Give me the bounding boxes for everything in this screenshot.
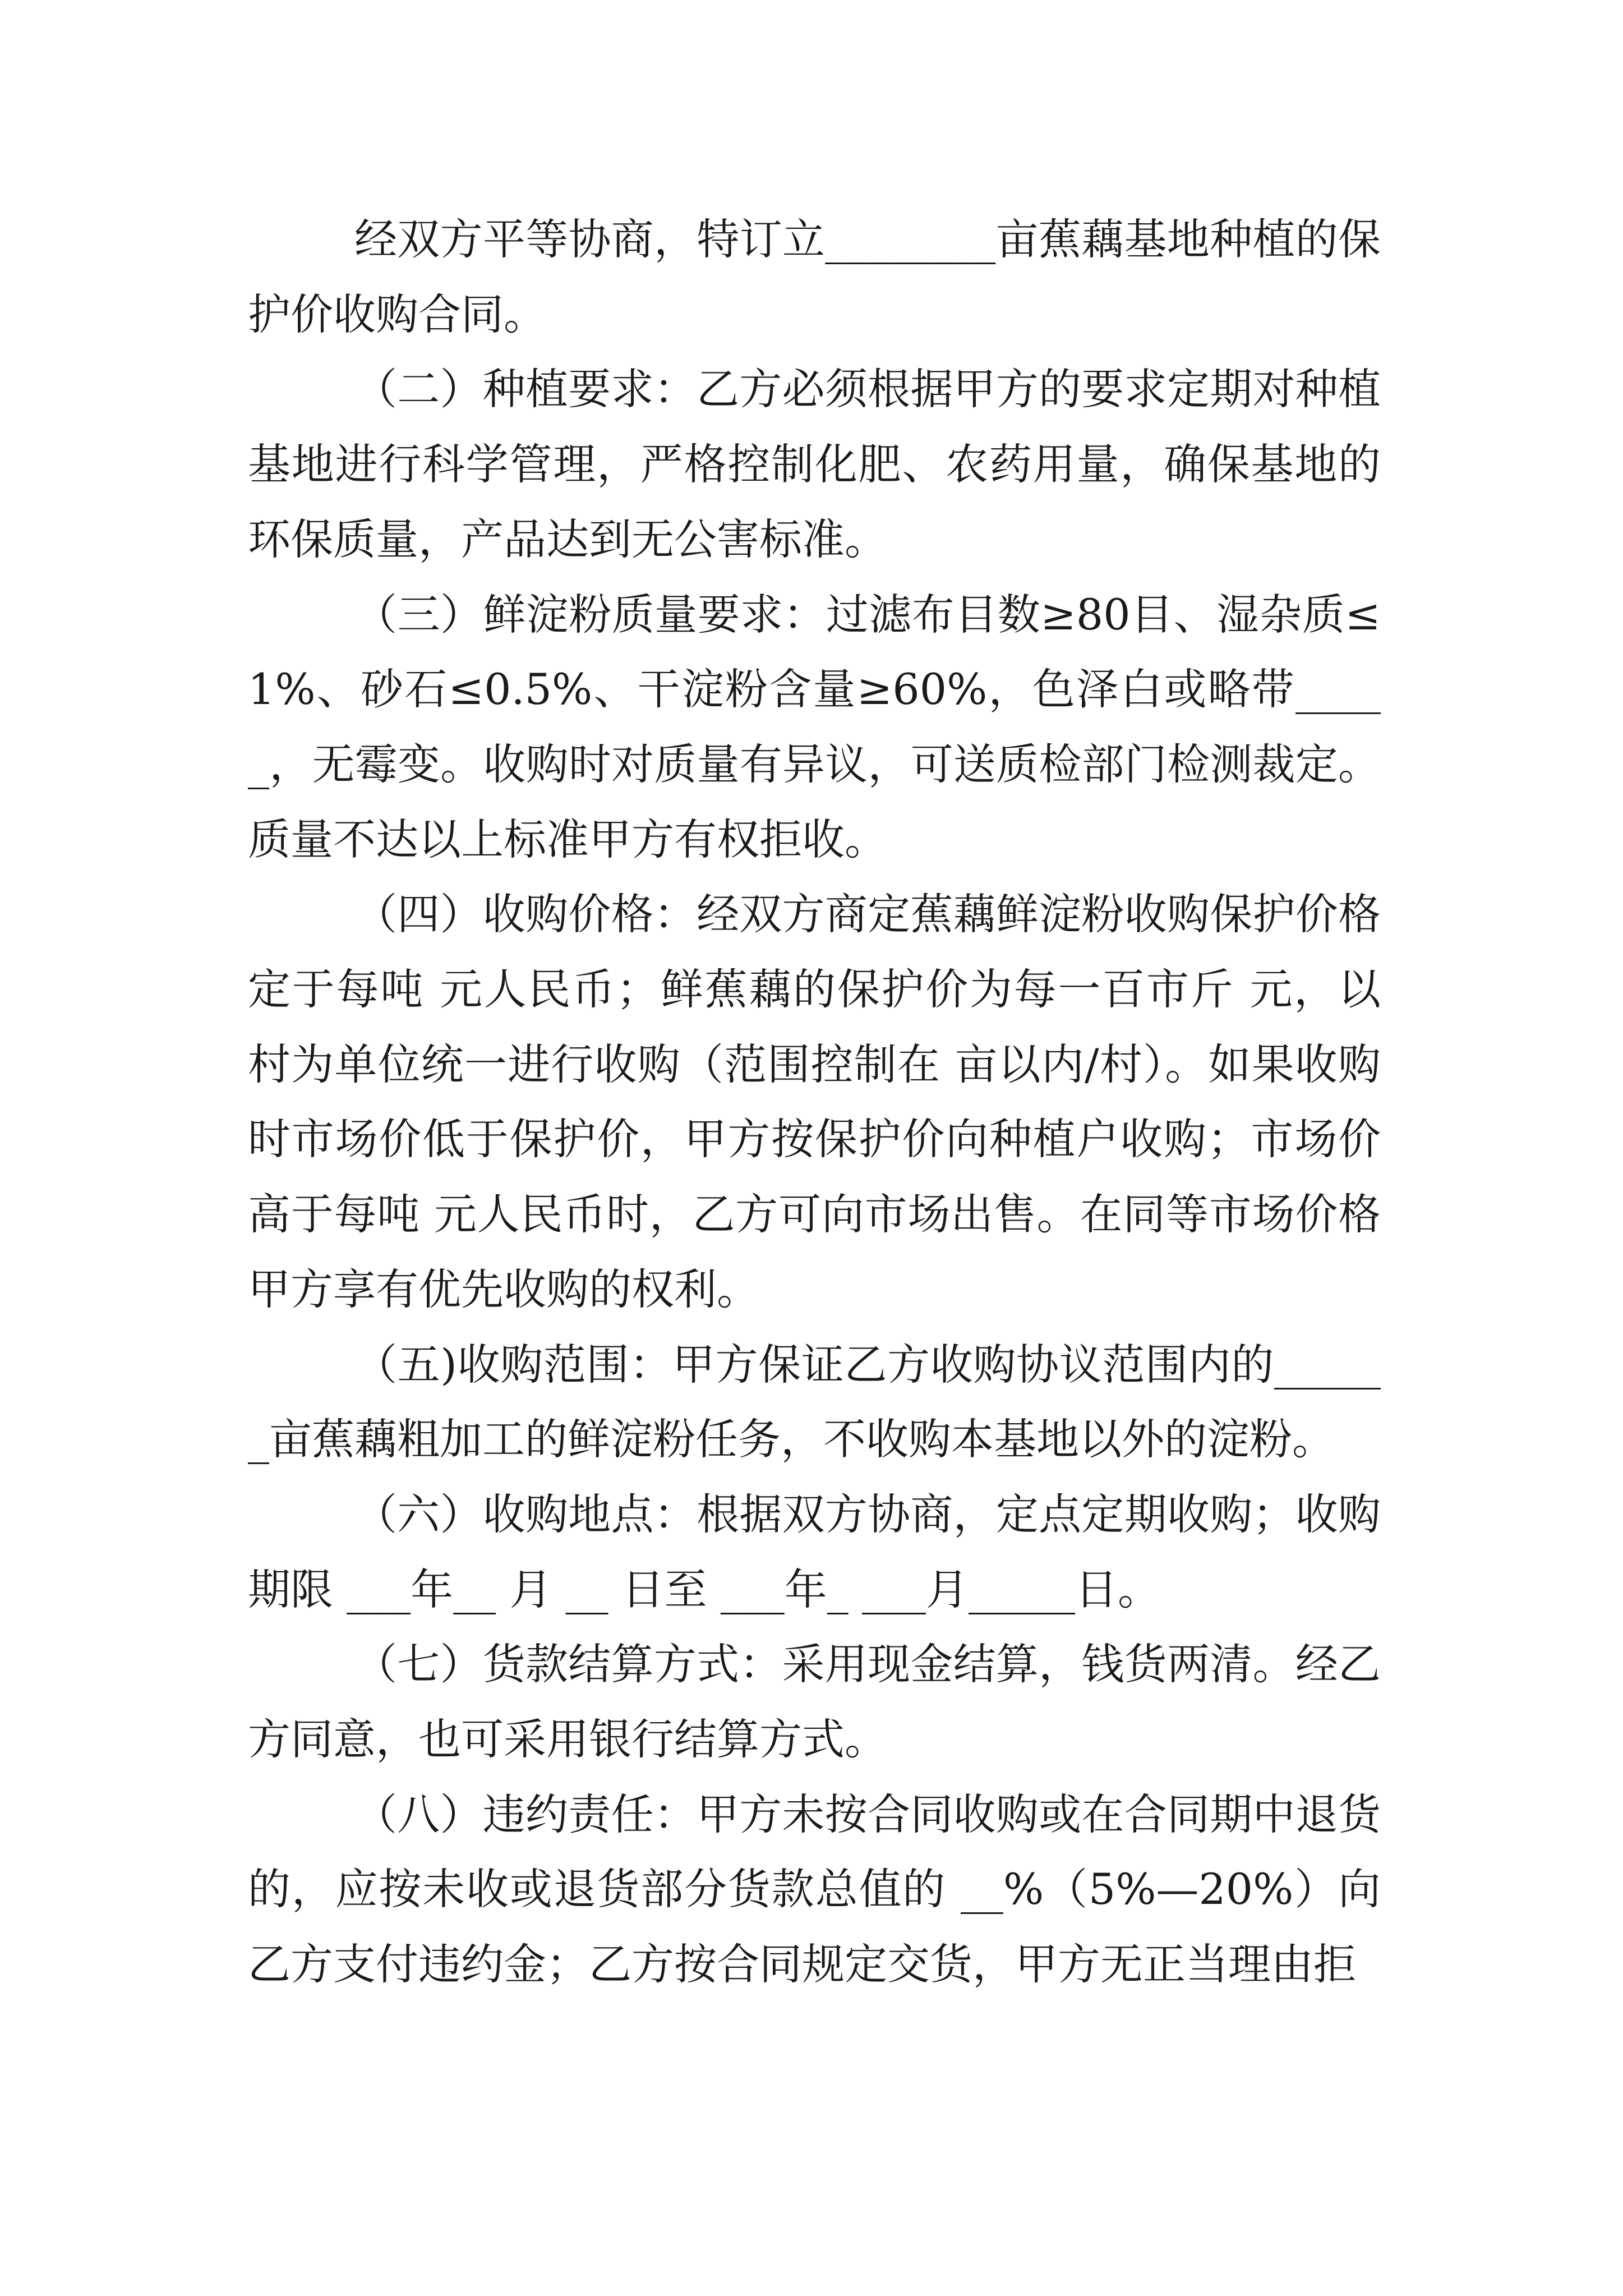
paragraph-payment-method: （七）货款结算方式：采用现金结算，钱货两清。经乙方同意，也可采用银行结算方式。 <box>248 1639 1381 1765</box>
paragraph-purchase-price: （四）收购价格：经双方商定蕉藕鲜淀粉收购保护价格定于每吨 元人民币；鲜蕉藕的保护价为每一百市斤 元，以村为单位统一进行收购（范围控制在 亩以内/村）。如果收购时市场价低于保护价，甲方按保护价向种植户收购；市场价高于每吨 元人民币时，乙方可向市场出售。在同等市场价格甲方享有优先收购的权利。 <box>248 889 1381 1314</box>
paragraph-starch-quality: （三）鲜淀粉质量要求：过滤布目数≥80目、湿杂质≤1%、砂石≤0.5%、干淀粉含量≥60%，色泽白或略带_____，无霉变。收购时对质量有异议，可送质检部门检测裁定。质量不达以上标准甲方有权拒收。 <box>248 589 1381 864</box>
paragraph-intro: 经双方平等协商，特订立________亩蕉藕基地种植的保护价收购合同。 <box>248 214 1381 339</box>
paragraph-purchase-scope: （五)收购范围：甲方保证乙方收购协议范围内的______亩蕉藕粗加工的鲜淀粉任务，不收购本基地以外的淀粉。 <box>248 1339 1381 1465</box>
paragraph-planting-requirements: （二）种植要求：乙方必须根据甲方的要求定期对种植基地进行科学管理，严格控制化肥、农药用量，确保基地的环保质量，产品达到无公害标准。 <box>248 364 1381 564</box>
paragraph-breach-liability: （八）违约责任：甲方未按合同收购或在合同期中退货的，应按未收或退货部分货款总值的 __%（5%—20%）向乙方支付违约金；乙方按合同规定交货，甲方无正当理由拒 <box>248 1789 1381 1990</box>
contract-text-body <box>248 202 1381 2002</box>
paragraph-purchase-location: （六）收购地点：根据双方协商，定点定期收购；收购期限 ___年__ 月 __ 日至 ___年_ ___月_____日。 <box>248 1489 1381 1614</box>
